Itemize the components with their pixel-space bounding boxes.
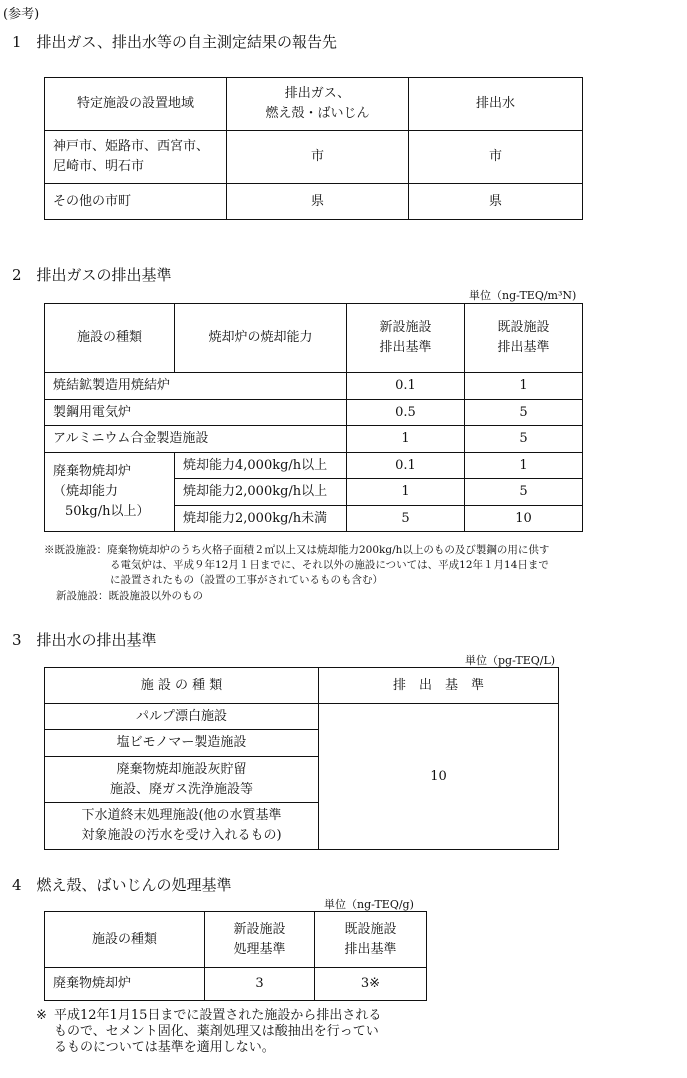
incinerator-label3: 50kg/h以上） [65, 504, 150, 519]
reference-label: (参考) [3, 7, 40, 22]
facility-line2: 施設、廃ガス洗浄施設等 [109, 781, 253, 797]
facility-cell: パルプ漂白施設 [45, 704, 319, 730]
header-existing-facility [315, 912, 427, 968]
section-2-note-line3: に設置されたもの（設置の工事がされているものも含む） [110, 574, 383, 586]
new-value: 3 [205, 968, 315, 1001]
section-2-note-line4: 新設施設：既設施設以外のもの [56, 590, 203, 602]
facility-cell: 塩ビモノマー製造施設 [45, 730, 319, 757]
existing-value: 10 [465, 506, 583, 532]
header-facility-type: 施 設 の 種 類 [45, 668, 319, 704]
section-4-note-line1: 平成12年1月15日までに設置された施設から排出される [54, 1008, 382, 1023]
facility-line2: 対象施設の汚水を受け入れるもの) [81, 828, 282, 843]
capacity-cell: 焼却能力2,000kg/h以上 [175, 479, 347, 506]
capacity-cell: 焼却能力2,000kg/h未満 [175, 506, 347, 532]
section-3-unit: 単位（pg-TEQ/L) [465, 654, 556, 667]
incinerator-label2: （焼却能力 [53, 484, 119, 499]
section-2-unit: 単位（ng-TEQ/m³N) [469, 289, 577, 302]
area-line2: 尼崎市、明石市 [53, 159, 145, 174]
section-4-heading: 4 燃え殻、ばいじんの処理基準 [12, 876, 232, 894]
ash-treatment-standards-table [44, 911, 427, 1001]
incinerator-cell [45, 453, 175, 532]
existing-value: 5 [465, 426, 583, 453]
water-cell: 県 [409, 184, 583, 220]
section-2-heading: 2 排出ガスの排出基準 [12, 266, 172, 284]
water-cell: 市 [409, 131, 583, 184]
gas-emission-standards-table [44, 303, 583, 532]
facility-cell: 廃棄物焼却炉 [45, 968, 205, 1001]
facility-cell: 製鋼用電気炉 [45, 400, 347, 426]
existing-value: 5 [465, 479, 583, 506]
header-gas-line2: 燃え殻・ばいじん [265, 106, 370, 121]
new-value: 5 [347, 506, 465, 532]
header-gas [227, 78, 409, 131]
water-emission-standards-table [44, 667, 559, 850]
facility-cell: アルミニウム合金製造施設 [45, 426, 347, 453]
header-new-line2: 処理基準 [233, 941, 286, 957]
new-value: 1 [347, 426, 465, 453]
standard-value: 10 [319, 704, 559, 850]
new-value: 0.1 [347, 453, 465, 479]
header-new-line1: 新設施設 [233, 921, 286, 937]
section-4-unit: 単位（ng-TEQ/g) [324, 898, 414, 911]
header-area: 特定施設の設置地域 [45, 78, 227, 131]
header-existing-facility [465, 304, 583, 373]
header-facility-type: 施設の種類 [45, 304, 175, 373]
existing-value: 5 [465, 400, 583, 426]
section-2-note-line1: ※既設施設：廃棄物焼却炉のうち火格子面積２㎡以上又は焼却能力200kg/h以上のもの及び製鋼の用に供す [44, 544, 550, 556]
header-standard: 排 出 基 準 [319, 668, 559, 704]
header-new-line1: 新設施設 [379, 320, 432, 335]
section-2-note-line2: る電気炉は、平成９年12月１日までに、それ以外の施設については、平成12年１月14日まで [110, 559, 549, 571]
existing-value: 1 [465, 373, 583, 400]
gas-cell: 県 [227, 184, 409, 220]
header-existing-line1: 既設施設 [344, 921, 397, 937]
section-4-note-line3: るものについては基準を適用しない。 [54, 1040, 275, 1055]
new-value: 0.5 [347, 400, 465, 426]
new-value: 0.1 [347, 373, 465, 400]
header-facility-type: 施設の種類 [45, 912, 205, 968]
section-1-heading: 1 排出ガス、排出水等の自主測定結果の報告先 [12, 33, 337, 51]
header-existing-line2: 排出基準 [497, 340, 550, 355]
header-new-facility [205, 912, 315, 968]
section-4-note-line2: もので、セメント固化、薬剤処理又は酸抽出を行ってい [54, 1024, 379, 1039]
facility-cell [45, 757, 319, 803]
incinerator-label1: 廃棄物焼却炉 [53, 464, 132, 479]
capacity-cell: 焼却能力4,000kg/h以上 [175, 453, 347, 479]
header-gas-line1: 排出ガス、 [284, 86, 351, 101]
area-line1: 神戸市、姫路市、西宮市、 [53, 139, 210, 154]
facility-line1: 下水道終末処理施設(他の水質基準 [81, 808, 282, 823]
facility-cell: 焼結鉱製造用焼結炉 [45, 373, 347, 400]
header-water: 排出水 [409, 78, 583, 131]
existing-value: 1 [465, 453, 583, 479]
existing-value: 3※ [315, 968, 427, 1001]
header-existing-line1: 既設施設 [497, 320, 550, 335]
header-existing-line2: 排出基準 [344, 941, 397, 957]
report-destination-table [44, 77, 583, 220]
header-new-facility [347, 304, 465, 373]
header-new-line2: 排出基準 [379, 340, 432, 355]
section-4-note-mark: ※ [36, 1008, 47, 1023]
gas-cell: 市 [227, 131, 409, 184]
area-cell [45, 131, 227, 184]
facility-line1: 廃棄物焼却施設灰貯留 [116, 761, 247, 777]
area-cell: その他の市町 [45, 184, 227, 220]
facility-cell [45, 803, 319, 850]
section-3-heading: 3 排出水の排出基準 [12, 631, 157, 649]
new-value: 1 [347, 479, 465, 506]
header-capacity: 焼却炉の焼却能力 [175, 304, 347, 373]
